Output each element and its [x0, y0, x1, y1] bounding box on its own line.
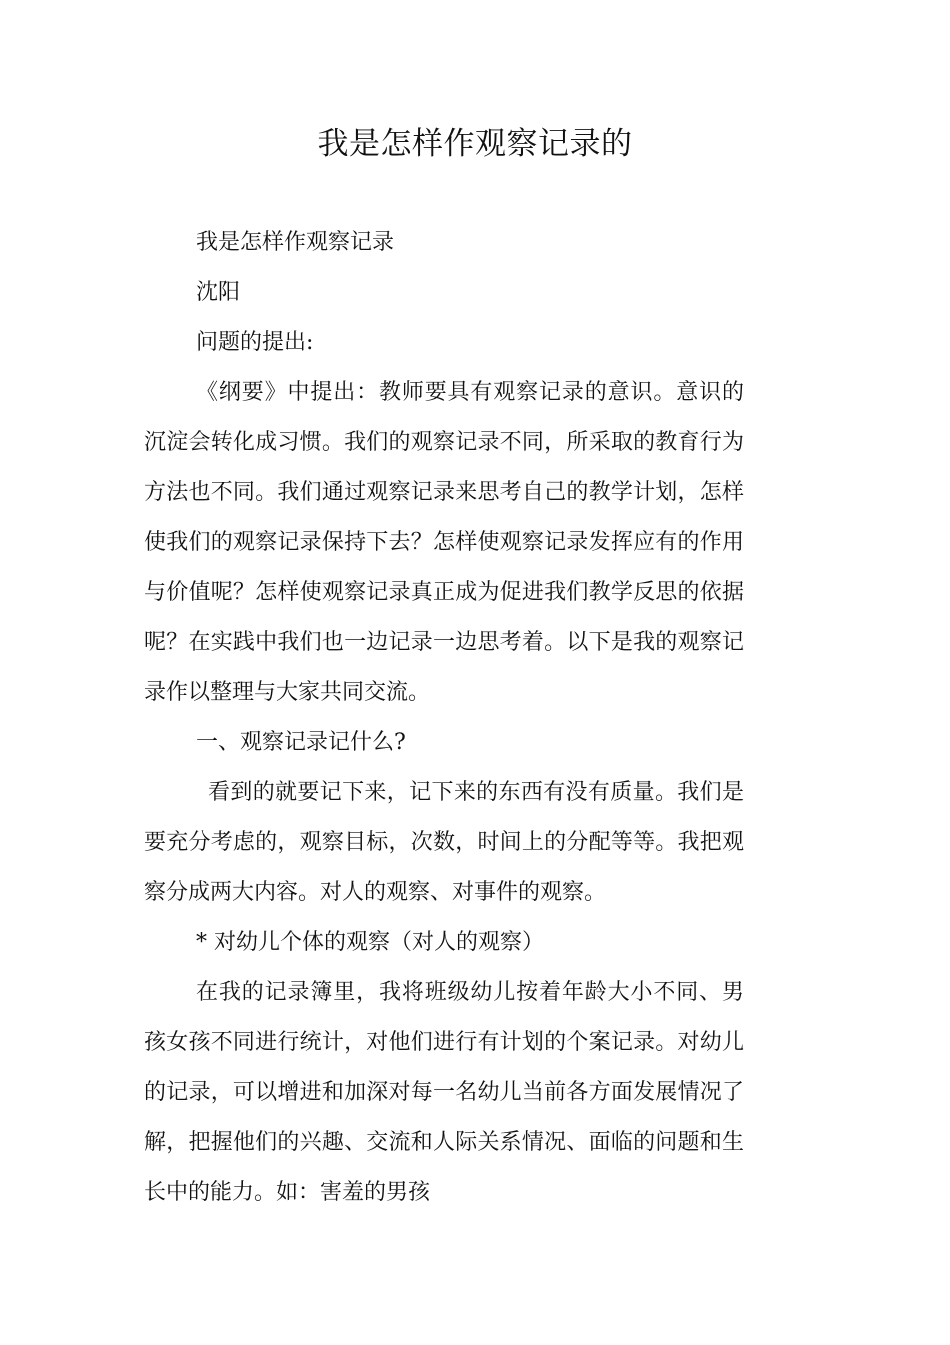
subsection-heading-individual: * 对幼儿个体的观察（对人的观察）	[196, 930, 544, 955]
subtitle-paragraph: 我是怎样作观察记录	[196, 230, 395, 255]
document-body	[144, 218, 744, 1218]
author-paragraph: 沈阳	[196, 280, 241, 305]
section-heading-what-to-record: 一、观察记录记什么?	[196, 730, 406, 755]
section-heading-problem: 问题的提出:	[196, 330, 314, 355]
body-paragraph: 《纲要》中提出：教师要具有观察记录的意识。意识的沉淀会转化成习惯。我们的观察记录不同，所采取的教育行为方法也不同。我们通过观察记录来思考自己的教学计划，怎样使我们的观察记录保持下去？怎样使观察记录发挥应有的作用与价值呢？怎样使观察记录真正成为促进我们教学反思的依据呢？在实践中我们也一边记录一边思考着。以下是我的观察记录作以整理与大家共同交流。	[144, 380, 744, 705]
document-title: 我是怎样作观察记录的	[317, 126, 633, 162]
body-paragraph: 在我的记录簿里，我将班级幼儿按着年龄大小不同、男孩女孩不同进行统计，对他们进行有计划的个案记录。对幼儿的记录，可以增进和加深对每一名幼儿当前各方面发展情况了解，把握他们的兴趣、交流和人际关系情况、面临的问题和生长中的能力。如：害羞的男孩	[144, 980, 744, 1205]
body-paragraph: 看到的就要记下来，记下来的东西有没有质量。我们是要充分考虑的，观察目标，次数，时间上的分配等等。我把观察分成两大内容。对人的观察、对事件的观察。	[144, 780, 744, 905]
